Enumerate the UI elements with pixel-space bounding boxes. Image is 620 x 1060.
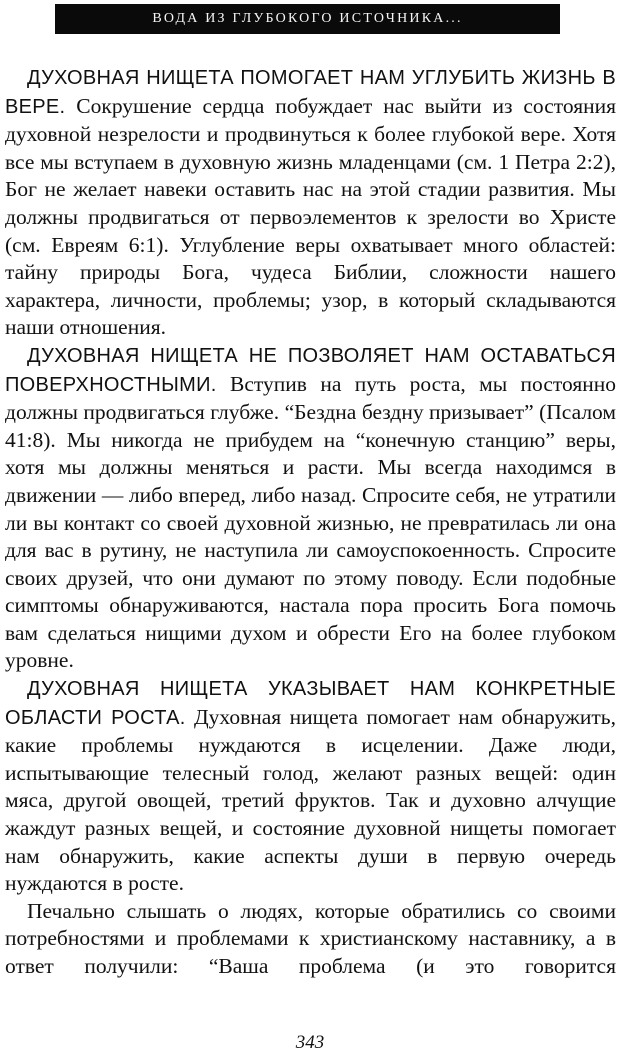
paragraph-growth-areas [5,675,616,898]
paragraph-text: Духовная нищета помогает нам обнаружить, какие проблемы нуждаются в исцелении. Даже люди, испытывающие телесный голод, желают разных вещей: один мяса, другой овощей, третий фруктов. Так и духовно алчущие жаждут разных вещей, и состояние духовной нищеты помогает нам обнаружить, какие аспекты души в первую очередь нуждаются в росте. [5,704,616,896]
paragraph-lead: ДУХОВНАЯ НИЩЕТА УКАЗЫВАЕТ НАМ КОНКРЕТНЫЕ ОБЛАСТИ РОСТА. [5,678,616,729]
paragraph-lead: ДУХОВНАЯ НИЩЕТА НЕ ПОЗВОЛЯЕТ НАМ ОСТАВАТЬСЯ ПОВЕРХНОСТНЫМИ. [5,344,616,396]
paragraph-deepen-faith [5,64,616,342]
page-number: 343 [295,1032,325,1053]
paragraph-text: Вступив на путь роста, мы постоянно должны продвигаться глубже. “Бездна бездну призывает” (Псалом 41:8). Мы никогда не прибудем на “конечную станцию” веры, хотя мы должны меняться и расти. Мы всегда находимся в движении — либо вперед, либо назад. Спросите себя, не утратили ли вы контакт со своей духовной жизнью, не превратилась ли она для вас в рутину, не наступила ли самоуспокоенность. Спросите своих друзей, что они думают по этому поводу. Если подобные симптомы обнаруживаются, настала пора просить Бога помочь вам сделаться нищими духом и обрести Его на более глубоком уровне. [5,371,616,673]
paragraph-not-superficial [5,342,616,675]
paragraph-sad-to-hear [5,898,616,981]
running-header: ВОДА ИЗ ГЛУБОКОГО ИСТОЧНИКА... [55,4,560,34]
paragraph-lead: ДУХОВНАЯ НИЩЕТА ПОМОГАЕТ НАМ УГЛУБИТЬ ЖИЗНЬ В ВЕРЕ. [5,67,616,118]
page-body [5,64,616,981]
paragraph-text: Сокрушение сердца побуждает нас выйти из состояния духовной незрелости и продвинуться к более глубокой вере. Хотя все мы вступаем в духовную жизнь младенцами (см. 1 Петра 2:2), Бог не желает навеки оставить нас на этой стадии развития. Мы должны продвигаться от первоэлементов к зрелости во Христе (см. Евреям 6:1). Углубление веры охватывает много областей: тайну природы Бога, чудеса Библии, сложности нашего характера, личности, проблемы; узор, в который складываются наши отношения. [5,93,616,340]
paragraph-text: Печально слышать о людях, которые обратились со своими потребностями и проблемами к христианскому наставнику, а в ответ получили: “Ваша проблема (и это говорится [5,898,616,978]
